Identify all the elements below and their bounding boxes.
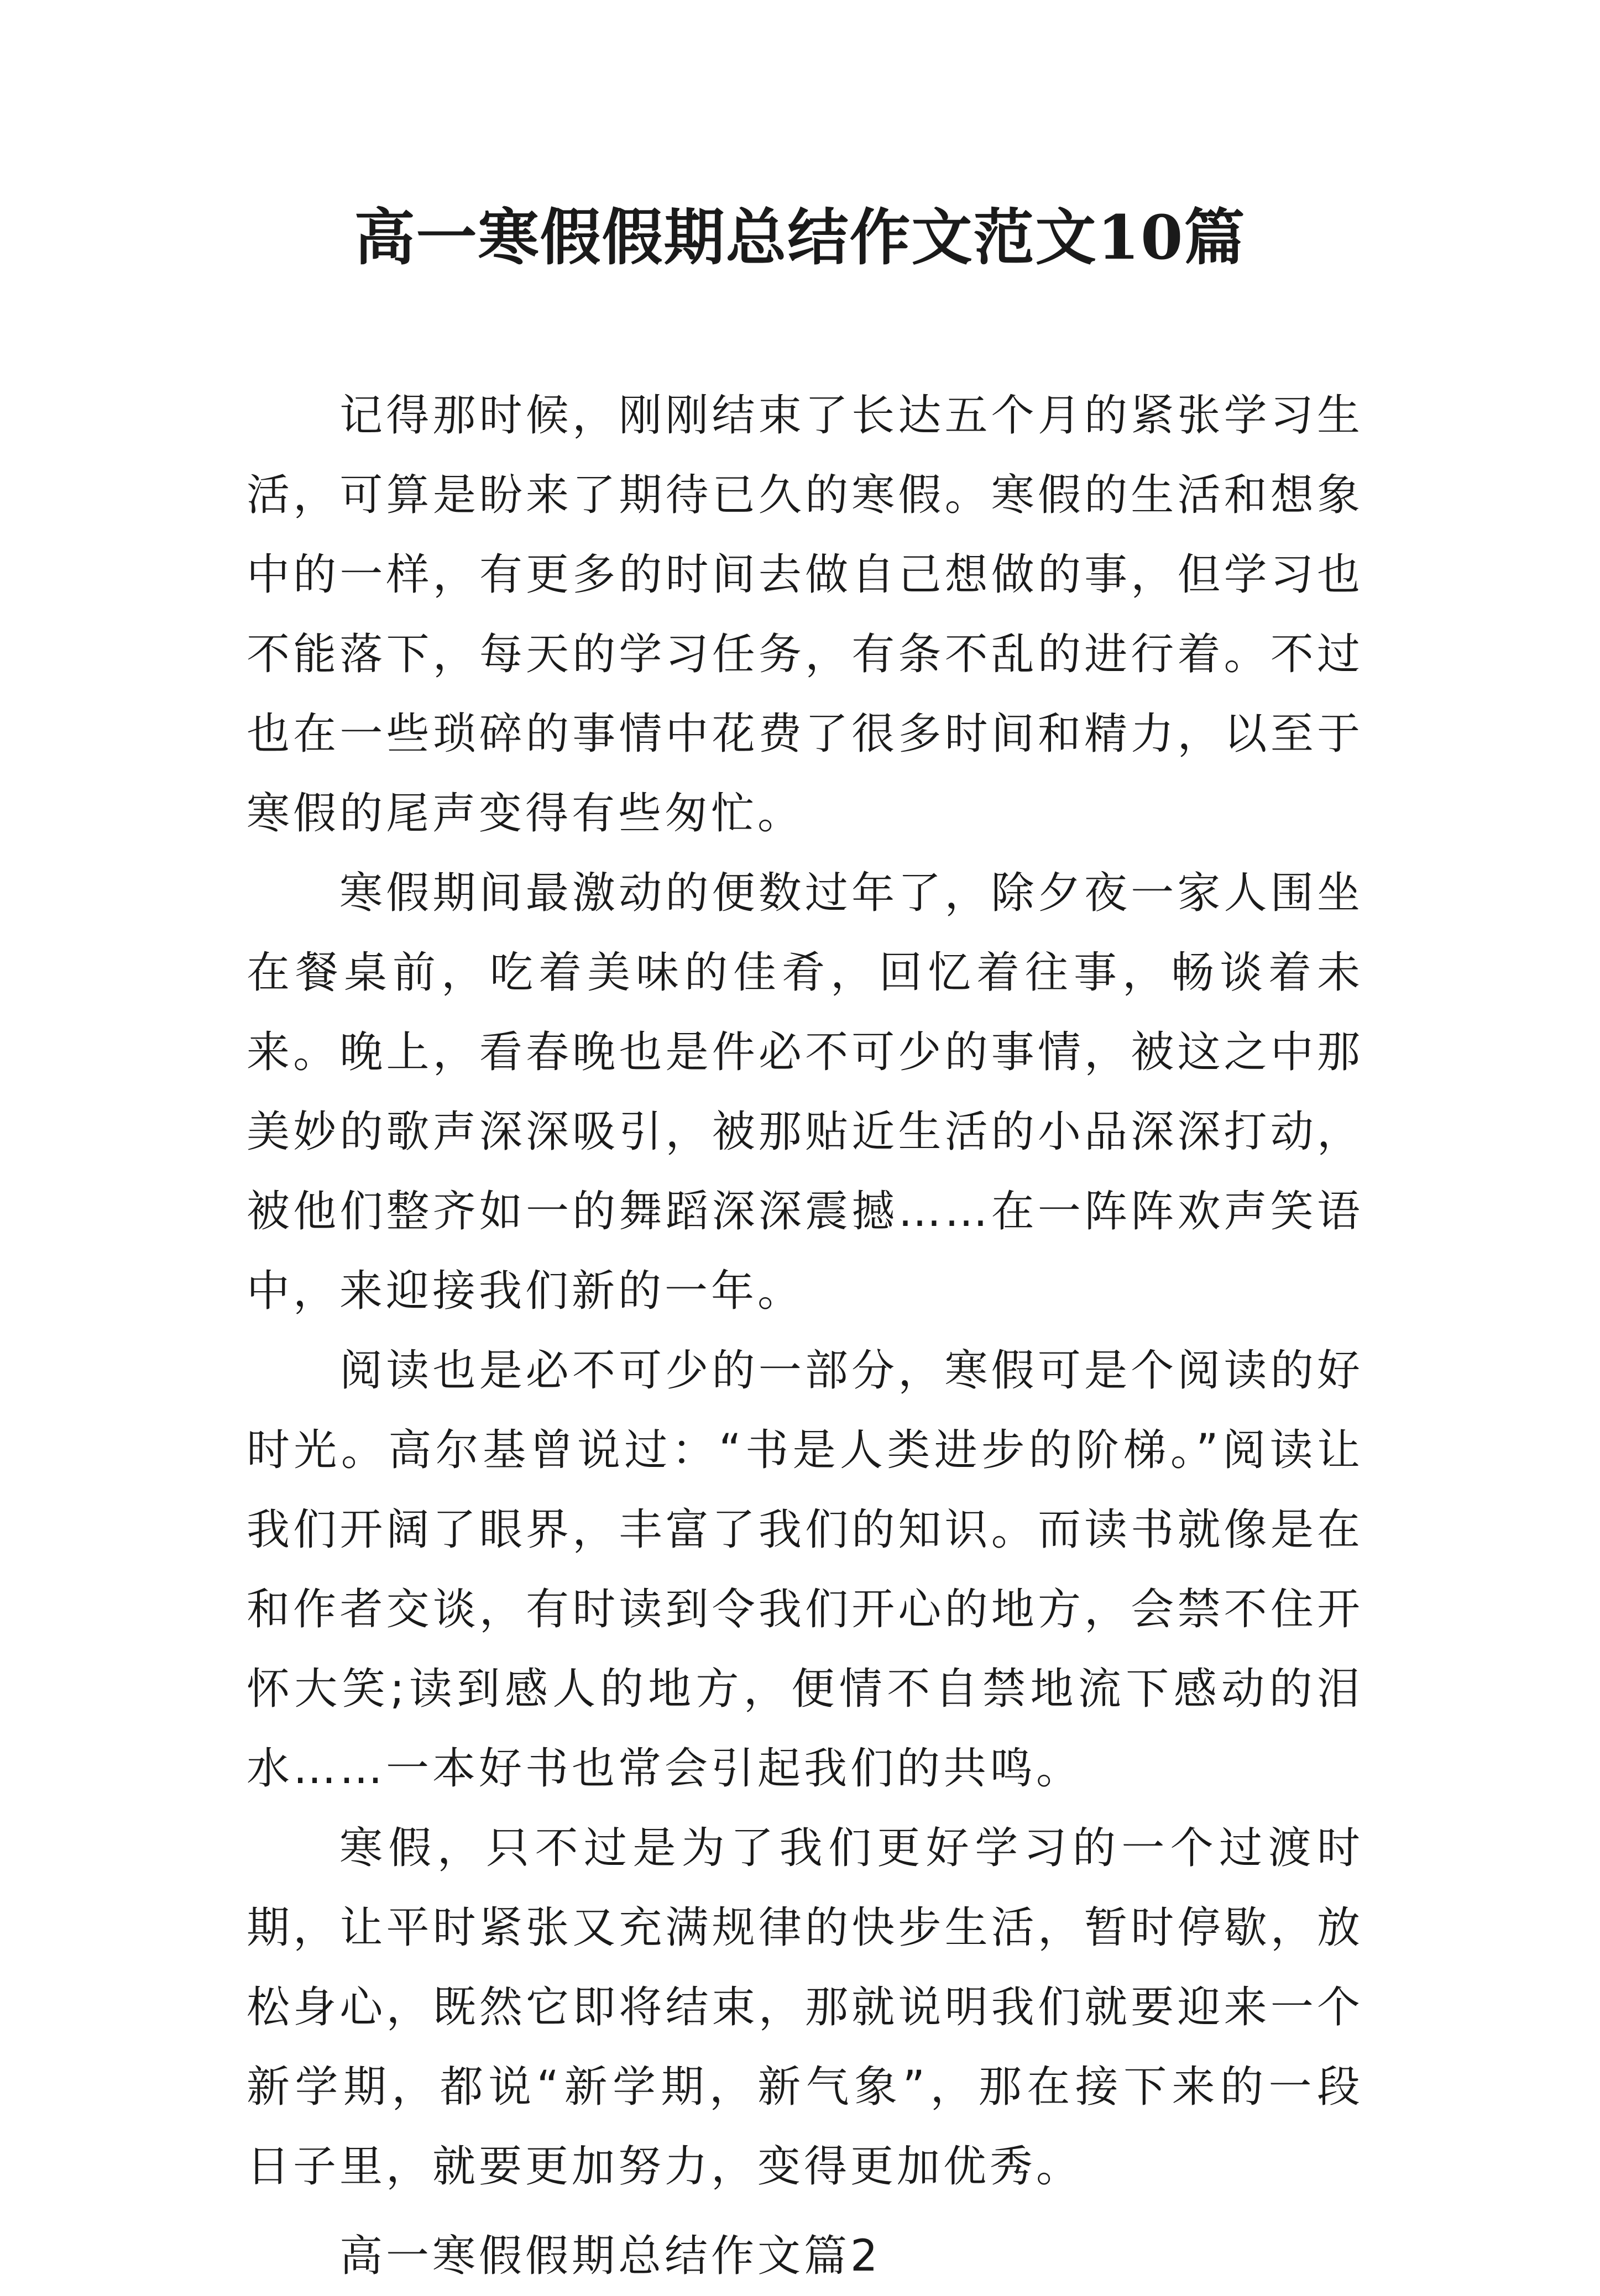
document-body (247, 376, 1363, 2296)
paragraph-3: 阅读也是必不可少的一部分，寒假可是个阅读的好时光。高尔基曾说过：“书是人类进步的阶梯。”阅读让我们开阔了眼界，丰富了我们的知识。而读书就像是在和作者交谈，有时读到令我们开心的地方，会禁不住开怀大笑;读到感人的地方，便情不自禁地流下感动的泪水……一本好书也常会引起我们的共鸣。 (247, 1346, 1363, 1794)
paragraph-1: 记得那时候，刚刚结束了长达五个月的紧张学习生活，可算是盼来了期待已久的寒假。寒假的生活和想象中的一样，有更多的时间去做自己想做的事，但学习也不能落下，每天的学习任务，有条不乱的进行着。不过也在一些琐碎的事情中花费了很多时间和精力，以至于寒假的尾声变得有些匆忙。 (247, 391, 1363, 838)
paragraph-4: 寒假，只不过是为了我们更好学习的一个过渡时期，让平时紧张又充满规律的快步生活，暂时停歇，放松身心，既然它即将结束，那就说明我们就要迎来一个新学期，都说“新学期，新气象”，那在接下来的一段日子里，就要更加努力，变得更加优秀。 (247, 1823, 1363, 2192)
section-heading: 高一寒假假期总结作文篇2 (339, 2231, 881, 2281)
paragraph-2: 寒假期间最激动的便数过年了，除夕夜一家人围坐在餐桌前，吃着美味的佳肴，回忆着往事，畅谈着未来。晚上，看春晚也是件必不可少的事情，被这之中那美妙的歌声深深吸引，被那贴近生活的小品深深打动，被他们整齐如一的舞蹈深深震撼……在一阵阵欢声笑语中，来迎接我们新的一年。 (247, 868, 1363, 1316)
document-title: 高一寒假假期总结作文范文10篇 (354, 202, 1246, 273)
